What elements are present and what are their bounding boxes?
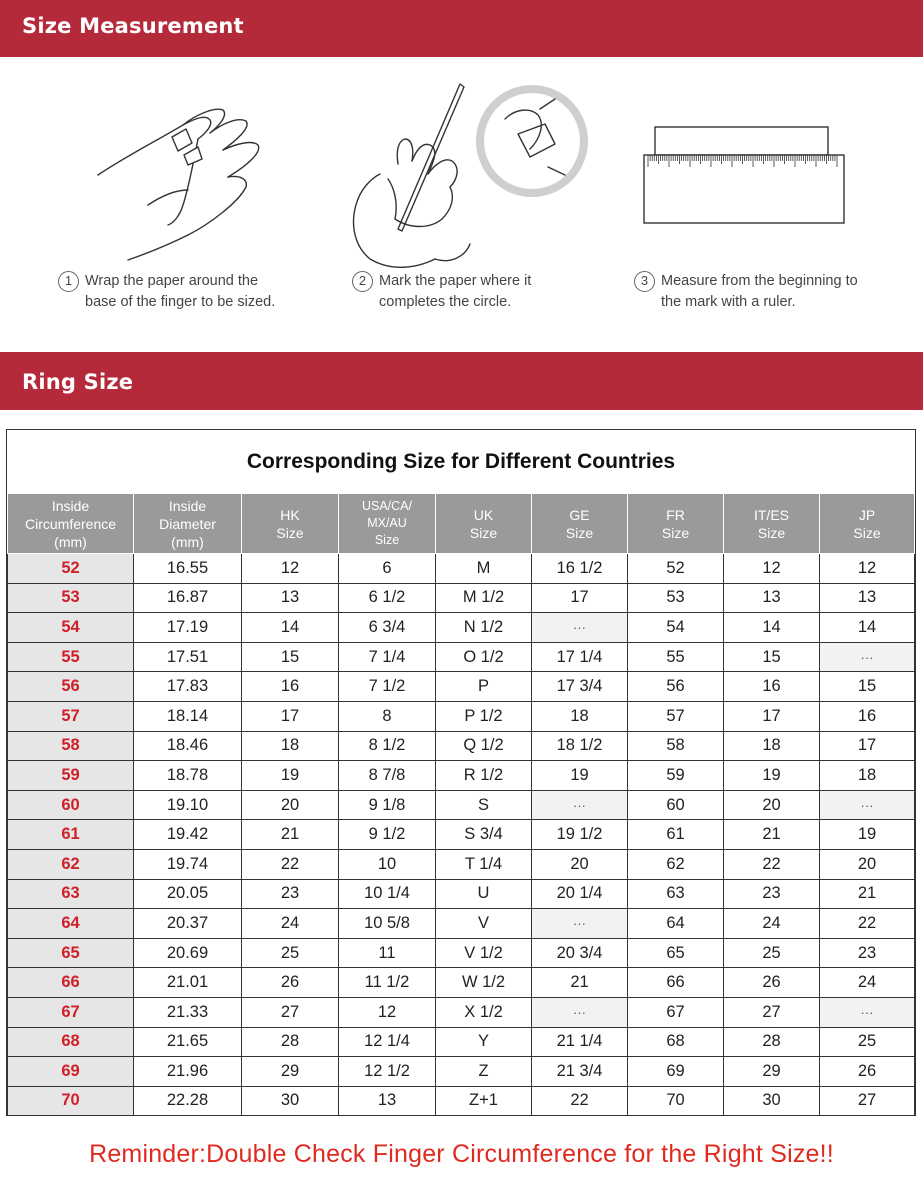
size-cell: 30 xyxy=(242,1086,339,1116)
size-cell: 21 xyxy=(724,820,820,850)
size-cell: 63 xyxy=(628,879,724,909)
size-cell: P 1/2 xyxy=(436,701,532,731)
reminder-text: Reminder:Double Check Finger Circumference for the Right Size!! xyxy=(89,1140,834,1168)
size-cell: 20.05 xyxy=(134,879,242,909)
size-cell: 10 1/4 xyxy=(339,879,436,909)
size-cell: 19 xyxy=(242,761,339,791)
ring-size-banner xyxy=(0,352,923,410)
size-cell: 22 xyxy=(532,1086,628,1116)
size-cell: 57 xyxy=(628,701,724,731)
size-cell: 8 7/8 xyxy=(339,761,436,791)
size-cell: 20 3/4 xyxy=(532,938,628,968)
size-cell: 20 xyxy=(724,790,820,820)
size-cell: S xyxy=(436,790,532,820)
step-3-line-1: Measure from the beginning to xyxy=(661,273,858,289)
size-cell: 53 xyxy=(628,583,724,613)
size-cell: 56 xyxy=(628,672,724,702)
step-1 xyxy=(58,271,275,313)
size-cell: 12 xyxy=(724,554,820,584)
column-header-line: Size xyxy=(757,524,786,541)
size-cell: W 1/2 xyxy=(436,968,532,998)
size-cell: 18.46 xyxy=(134,731,242,761)
column-header xyxy=(242,494,339,554)
circumference-cell: 68 xyxy=(8,1027,134,1057)
size-cell: 6 3/4 xyxy=(339,613,436,643)
column-header-line: JP xyxy=(858,506,876,523)
ring-size-title: Ring Size xyxy=(22,370,134,394)
table-row xyxy=(8,879,915,909)
size-cell: 24 xyxy=(724,909,820,939)
column-header xyxy=(339,494,436,554)
circumference-cell: 66 xyxy=(8,968,134,998)
hand-wrap-illustration xyxy=(88,95,278,265)
step-2-line-1: Mark the paper where it xyxy=(379,273,532,289)
circumference-cell: 61 xyxy=(8,820,134,850)
column-header-line: IT/ES xyxy=(753,506,789,523)
size-cell: 59 xyxy=(628,761,724,791)
column-header-line: GE xyxy=(569,506,590,523)
circumference-cell: 58 xyxy=(8,731,134,761)
size-cell: M 1/2 xyxy=(436,583,532,613)
size-cell: Q 1/2 xyxy=(436,731,532,761)
table-header-row xyxy=(8,494,915,554)
size-cell: 60 xyxy=(628,790,724,820)
column-header-line: (mm) xyxy=(171,533,204,550)
size-cell: 26 xyxy=(820,1057,915,1087)
circumference-cell: 52 xyxy=(8,554,134,584)
circumference-cell: 60 xyxy=(8,790,134,820)
column-header-line: FR xyxy=(666,506,685,523)
size-cell: 62 xyxy=(628,849,724,879)
column-header-line: HK xyxy=(280,506,300,523)
table-row xyxy=(8,1057,915,1087)
size-cell: 26 xyxy=(242,968,339,998)
table-row xyxy=(8,583,915,613)
size-cell: ··· xyxy=(820,642,915,672)
size-cell: 23 xyxy=(820,938,915,968)
step-3 xyxy=(634,271,858,313)
table-row xyxy=(8,701,915,731)
step-1-number: 1 xyxy=(58,271,79,292)
size-cell: 20.69 xyxy=(134,938,242,968)
size-cell: 18 xyxy=(242,731,339,761)
circumference-cell: 56 xyxy=(8,672,134,702)
table-row xyxy=(8,909,915,939)
size-cell: M xyxy=(436,554,532,584)
table-row xyxy=(8,938,915,968)
column-header xyxy=(134,494,242,554)
size-cell: 12 xyxy=(339,997,436,1027)
size-cell: Z+1 xyxy=(436,1086,532,1116)
column-header xyxy=(8,494,134,554)
size-cell: 9 1/2 xyxy=(339,820,436,850)
table-row xyxy=(8,761,915,791)
column-header-line: Size xyxy=(565,524,594,541)
size-cell: 18.78 xyxy=(134,761,242,791)
circumference-cell: 59 xyxy=(8,761,134,791)
size-cell: 17.51 xyxy=(134,642,242,672)
size-cell: 13 xyxy=(339,1086,436,1116)
size-cell: 12 xyxy=(242,554,339,584)
size-cell: Z xyxy=(436,1057,532,1087)
size-cell: 30 xyxy=(724,1086,820,1116)
size-cell: 19 1/2 xyxy=(532,820,628,850)
size-cell: 10 xyxy=(339,849,436,879)
size-cell: 23 xyxy=(242,879,339,909)
ruler-illustration xyxy=(640,125,850,227)
column-header-line: Diameter xyxy=(159,515,216,532)
size-cell: 58 xyxy=(628,731,724,761)
size-cell: 18 1/2 xyxy=(532,731,628,761)
size-cell: 13 xyxy=(724,583,820,613)
circumference-cell: 70 xyxy=(8,1086,134,1116)
size-cell: 21.33 xyxy=(134,997,242,1027)
size-cell: 11 1/2 xyxy=(339,968,436,998)
size-cell: 12 1/2 xyxy=(339,1057,436,1087)
size-cell: 16 1/2 xyxy=(532,554,628,584)
hand-mark-illustration xyxy=(340,79,590,274)
size-cell: 12 xyxy=(820,554,915,584)
column-header-line: Size xyxy=(469,524,498,541)
table-row xyxy=(8,790,915,820)
circumference-cell: 54 xyxy=(8,613,134,643)
table-row xyxy=(8,849,915,879)
size-cell: 20 xyxy=(532,849,628,879)
column-header-line: (mm) xyxy=(54,533,87,550)
size-cell: 26 xyxy=(724,968,820,998)
size-cell: 16.55 xyxy=(134,554,242,584)
size-cell: 54 xyxy=(628,613,724,643)
size-cell: 19 xyxy=(532,761,628,791)
table-row xyxy=(8,613,915,643)
size-cell: 15 xyxy=(724,642,820,672)
size-cell: 65 xyxy=(628,938,724,968)
column-header-line: Inside xyxy=(51,497,90,514)
size-measurement-title: Size Measurement xyxy=(22,14,244,38)
size-cell: 7 1/4 xyxy=(339,642,436,672)
table-row xyxy=(8,1027,915,1057)
size-cell: 13 xyxy=(820,583,915,613)
size-cell: 13 xyxy=(242,583,339,613)
size-cell: V 1/2 xyxy=(436,938,532,968)
size-cell: 8 xyxy=(339,701,436,731)
size-cell: 19 xyxy=(820,820,915,850)
size-cell: 21 3/4 xyxy=(532,1057,628,1087)
step-2-line-2: completes the circle. xyxy=(379,294,512,310)
size-cell: N 1/2 xyxy=(436,613,532,643)
circumference-cell: 67 xyxy=(8,997,134,1027)
column-header-line: Size xyxy=(661,524,690,541)
size-cell: 23 xyxy=(724,879,820,909)
size-cell: 55 xyxy=(628,642,724,672)
size-cell: 17.19 xyxy=(134,613,242,643)
size-cell: 20 1/4 xyxy=(532,879,628,909)
circumference-cell: 53 xyxy=(8,583,134,613)
size-cell: 14 xyxy=(820,613,915,643)
size-cell: 17 3/4 xyxy=(532,672,628,702)
size-cell: ··· xyxy=(532,613,628,643)
size-cell: 22.28 xyxy=(134,1086,242,1116)
size-cell: Y xyxy=(436,1027,532,1057)
size-cell: 6 xyxy=(339,554,436,584)
size-cell: 28 xyxy=(242,1027,339,1057)
column-header-line: Size xyxy=(276,524,304,541)
size-cell: 52 xyxy=(628,554,724,584)
size-cell: 29 xyxy=(242,1057,339,1087)
column-header xyxy=(532,494,628,554)
size-cell: 18 xyxy=(532,701,628,731)
size-cell: 17 xyxy=(820,731,915,761)
size-cell: 64 xyxy=(628,909,724,939)
size-cell: 21 xyxy=(242,820,339,850)
size-cell: 29 xyxy=(724,1057,820,1087)
size-cell: 17 xyxy=(242,701,339,731)
size-cell: 67 xyxy=(628,997,724,1027)
column-header xyxy=(724,494,820,554)
size-cell: 10 5/8 xyxy=(339,909,436,939)
step-1-line-1: Wrap the paper around the xyxy=(85,273,259,289)
size-cell: T 1/4 xyxy=(436,849,532,879)
size-cell: 17.83 xyxy=(134,672,242,702)
size-cell: 18 xyxy=(820,761,915,791)
size-cell: 16 xyxy=(242,672,339,702)
size-cell: 22 xyxy=(724,849,820,879)
step-2 xyxy=(352,271,531,313)
size-cell: 21.96 xyxy=(134,1057,242,1087)
circumference-cell: 62 xyxy=(8,849,134,879)
size-cell: 8 1/2 xyxy=(339,731,436,761)
size-cell: V xyxy=(436,909,532,939)
table-title: Corresponding Size for Different Countries xyxy=(246,450,676,473)
size-cell: 7 1/2 xyxy=(339,672,436,702)
column-header xyxy=(628,494,724,554)
size-cell: 27 xyxy=(724,997,820,1027)
column-header-line: MX/AU xyxy=(367,516,407,530)
circumference-cell: 64 xyxy=(8,909,134,939)
size-cell: 66 xyxy=(628,968,724,998)
circumference-cell: 63 xyxy=(8,879,134,909)
size-cell: S 3/4 xyxy=(436,820,532,850)
size-cell: 15 xyxy=(820,672,915,702)
size-table-frame xyxy=(6,429,916,1116)
table-row xyxy=(8,672,915,702)
size-cell: 19.10 xyxy=(134,790,242,820)
table-row xyxy=(8,731,915,761)
size-cell: ··· xyxy=(532,997,628,1027)
size-cell: 27 xyxy=(242,997,339,1027)
size-cell: 6 1/2 xyxy=(339,583,436,613)
circumference-cell: 57 xyxy=(8,701,134,731)
size-cell: ··· xyxy=(820,790,915,820)
size-measurement-banner xyxy=(0,0,923,57)
size-cell: ··· xyxy=(532,790,628,820)
size-cell: X 1/2 xyxy=(436,997,532,1027)
table-row xyxy=(8,642,915,672)
step-2-number: 2 xyxy=(352,271,373,292)
size-cell: 25 xyxy=(242,938,339,968)
size-cell: 22 xyxy=(820,909,915,939)
size-cell: 12 1/4 xyxy=(339,1027,436,1057)
measurement-steps xyxy=(0,57,923,352)
size-cell: 17 xyxy=(532,583,628,613)
size-cell: 20.37 xyxy=(134,909,242,939)
column-header-line: Circumference xyxy=(24,515,117,532)
step-3-number: 3 xyxy=(634,271,655,292)
size-cell: 20 xyxy=(820,849,915,879)
size-cell: 25 xyxy=(724,938,820,968)
size-cell: 16 xyxy=(724,672,820,702)
size-cell: 15 xyxy=(242,642,339,672)
size-cell: 19.74 xyxy=(134,849,242,879)
circumference-cell: 69 xyxy=(8,1057,134,1087)
size-cell: 19 xyxy=(724,761,820,791)
step-3-line-2: the mark with a ruler. xyxy=(661,294,796,310)
size-cell: P xyxy=(436,672,532,702)
size-cell: 21.01 xyxy=(134,968,242,998)
size-cell: 27 xyxy=(820,1086,915,1116)
column-header-line: Size xyxy=(374,533,400,547)
size-cell: 70 xyxy=(628,1086,724,1116)
size-cell: R 1/2 xyxy=(436,761,532,791)
size-cell: 18 xyxy=(724,731,820,761)
size-cell: 14 xyxy=(242,613,339,643)
column-header-line: UK xyxy=(473,506,494,523)
column-header-line: Inside xyxy=(168,497,207,514)
size-cell: 21.65 xyxy=(134,1027,242,1057)
size-cell: O 1/2 xyxy=(436,642,532,672)
size-cell: 21 1/4 xyxy=(532,1027,628,1057)
table-row xyxy=(8,1086,915,1116)
size-cell: 24 xyxy=(242,909,339,939)
size-cell: 19.42 xyxy=(134,820,242,850)
step-1-line-2: base of the finger to be sized. xyxy=(85,294,276,310)
column-header xyxy=(436,494,532,554)
table-row xyxy=(8,554,915,584)
size-cell: 24 xyxy=(820,968,915,998)
size-cell: U xyxy=(436,879,532,909)
size-cell: 69 xyxy=(628,1057,724,1087)
size-cell: ··· xyxy=(820,997,915,1027)
table-row xyxy=(8,968,915,998)
table-row xyxy=(8,820,915,850)
size-cell: 17 1/4 xyxy=(532,642,628,672)
column-header xyxy=(820,494,915,554)
size-cell: 17 xyxy=(724,701,820,731)
size-cell: 9 1/8 xyxy=(339,790,436,820)
size-conversion-table xyxy=(7,493,915,1116)
size-cell: 25 xyxy=(820,1027,915,1057)
size-cell: 11 xyxy=(339,938,436,968)
size-cell: 20 xyxy=(242,790,339,820)
table-row xyxy=(8,997,915,1027)
column-header-line: USA/CA/ xyxy=(361,499,412,513)
circumference-cell: 65 xyxy=(8,938,134,968)
size-cell: 61 xyxy=(628,820,724,850)
size-cell: 21 xyxy=(820,879,915,909)
size-cell: 68 xyxy=(628,1027,724,1057)
circumference-cell: 55 xyxy=(8,642,134,672)
size-cell: 22 xyxy=(242,849,339,879)
size-cell: 16 xyxy=(820,701,915,731)
size-cell: 21 xyxy=(532,968,628,998)
size-cell: 28 xyxy=(724,1027,820,1057)
size-cell: 16.87 xyxy=(134,583,242,613)
column-header-line: Size xyxy=(853,524,881,541)
size-cell: ··· xyxy=(532,909,628,939)
size-cell: 14 xyxy=(724,613,820,643)
size-cell: 18.14 xyxy=(134,701,242,731)
